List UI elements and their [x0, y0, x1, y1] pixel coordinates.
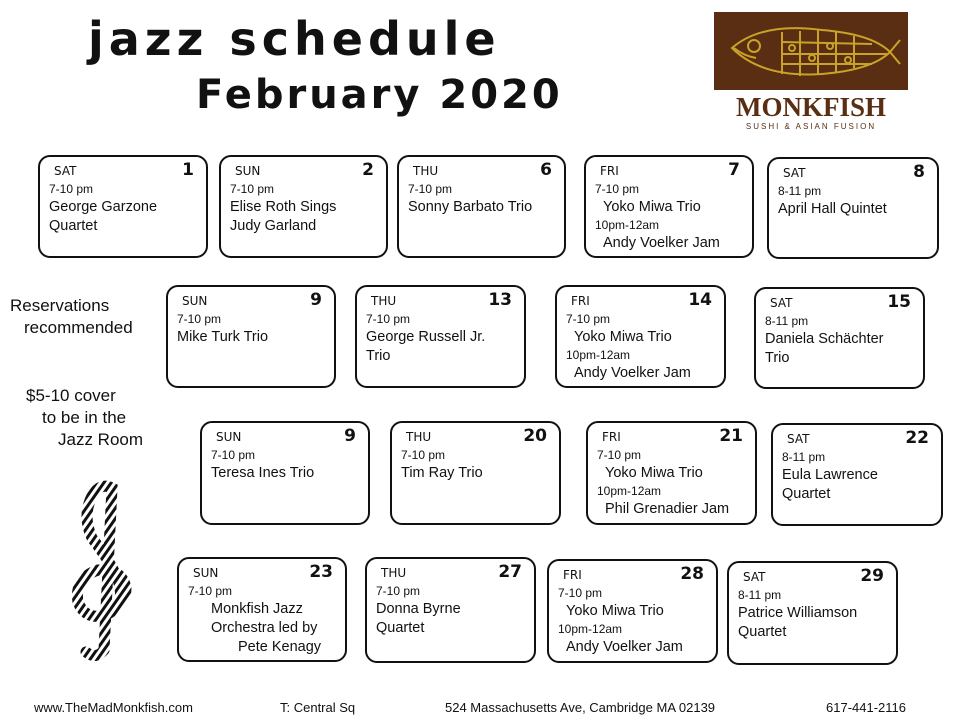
- event-card: [397, 155, 566, 258]
- event-artist: Yoko Miwa Trio: [603, 199, 701, 215]
- event-time: 7-10 pm: [177, 312, 222, 326]
- event-date: 29: [860, 566, 884, 586]
- event-card: [771, 423, 943, 526]
- event-time: 10pm-12am: [597, 484, 662, 498]
- event-date: 27: [498, 562, 522, 582]
- event-details: [230, 181, 380, 236]
- event-card: [166, 285, 336, 388]
- event-day: SAT: [54, 164, 77, 178]
- fish-logo-icon: [722, 18, 902, 86]
- event-time: 7-10 pm: [366, 312, 411, 326]
- event-artist: Quartet: [49, 218, 98, 234]
- event-date: 15: [887, 292, 911, 312]
- reservations-line: recommended: [24, 318, 133, 337]
- event-day: SUN: [235, 164, 261, 178]
- event-date: 22: [905, 428, 929, 448]
- event-card: [38, 155, 208, 258]
- logo-tagline: SUSHI & ASIAN FUSION: [745, 122, 877, 131]
- event-day: FRI: [571, 294, 590, 308]
- event-card: [584, 155, 754, 258]
- logo-name: MONKFISH: [735, 92, 886, 122]
- event-time: 8-11 pm: [782, 450, 826, 464]
- event-time: 7-10 pm: [376, 584, 421, 598]
- event-day: THU: [381, 566, 407, 580]
- event-details: [765, 313, 917, 368]
- event-time: 7-10 pm: [558, 586, 603, 600]
- event-details: [49, 181, 200, 236]
- cover-line: to be in the: [42, 408, 127, 427]
- event-card: [586, 421, 757, 525]
- event-artist: Yoko Miwa Trio: [574, 329, 672, 345]
- event-day: SUN: [182, 294, 208, 308]
- event-time: 7-10 pm: [401, 448, 446, 462]
- event-artist: Phil Grenadier Jam: [605, 501, 730, 517]
- cover-line: $5-10 cover: [26, 386, 116, 405]
- footer-transit: T: Central Sq: [280, 700, 356, 715]
- event-day: FRI: [600, 164, 619, 178]
- event-date: 14: [688, 290, 712, 310]
- event-time: 7-10 pm: [566, 312, 611, 326]
- event-details: [782, 449, 935, 504]
- event-details: [376, 583, 528, 638]
- event-details: [401, 447, 553, 483]
- cover-note: [26, 385, 143, 451]
- reservations-line: Reservations: [10, 296, 110, 315]
- event-day: SAT: [770, 296, 793, 310]
- footer-website[interactable]: www.TheMadMonkfish.com: [34, 700, 193, 715]
- event-artist: Eula Lawrence: [782, 467, 878, 483]
- event-details: [177, 311, 328, 347]
- event-artist: George Garzone: [49, 199, 158, 215]
- monkfish-logo: [714, 12, 908, 136]
- event-details: [597, 447, 749, 519]
- event-details: [595, 181, 746, 253]
- event-card: [219, 155, 388, 258]
- event-artist: Donna Byrne: [376, 601, 461, 617]
- event-day: THU: [413, 164, 439, 178]
- event-time: 8-11 pm: [738, 588, 782, 602]
- event-card: [727, 561, 898, 665]
- event-card: [200, 421, 370, 525]
- event-time: 10pm-12am: [595, 218, 660, 232]
- event-artist: Quartet: [738, 624, 787, 640]
- event-artist: Trio: [765, 350, 790, 366]
- event-artist: Trio: [366, 348, 391, 364]
- event-date: 1: [182, 160, 194, 180]
- event-card: [390, 421, 561, 525]
- cover-line: Jazz Room: [58, 430, 144, 449]
- event-card: [365, 557, 536, 663]
- event-date: 9: [344, 426, 356, 446]
- event-time: 7-10 pm: [188, 584, 233, 598]
- page-title: jazz schedule: [88, 12, 501, 66]
- event-time: 7-10 pm: [595, 182, 640, 196]
- event-artist: Andy Voelker Jam: [566, 639, 683, 655]
- event-details: [558, 585, 710, 657]
- event-artist: April Hall Quintet: [778, 201, 887, 217]
- event-date: 2: [362, 160, 374, 180]
- event-day: FRI: [563, 568, 582, 582]
- event-details: [408, 181, 558, 217]
- event-details: [738, 587, 890, 642]
- event-artist: Teresa Ines Trio: [211, 465, 315, 481]
- event-date: 13: [488, 290, 512, 310]
- event-day: THU: [406, 430, 432, 444]
- event-details: [778, 183, 931, 219]
- event-artist: Patrice Williamson: [738, 605, 858, 621]
- event-date: 21: [719, 426, 743, 446]
- event-artist: Yoko Miwa Trio: [605, 465, 703, 481]
- event-time: 7-10 pm: [49, 182, 94, 196]
- event-time: 10pm-12am: [558, 622, 623, 636]
- event-artist: Andy Voelker Jam: [574, 365, 691, 381]
- event-artist: Orchestra led by: [211, 620, 318, 636]
- event-details: [188, 583, 339, 657]
- event-artist: Sonny Barbato Trio: [408, 199, 533, 215]
- footer-address: 524 Massachusetts Ave, Cambridge MA 02139: [445, 700, 716, 715]
- page-subtitle: February 2020: [196, 72, 563, 118]
- event-artist: Andy Voelker Jam: [603, 235, 720, 251]
- event-date: 7: [728, 160, 740, 180]
- event-day: SUN: [193, 566, 219, 580]
- event-artist: Daniela Schächter: [765, 331, 884, 347]
- event-time: 7-10 pm: [408, 182, 453, 196]
- event-day: FRI: [602, 430, 621, 444]
- event-card: [767, 157, 939, 259]
- event-card: [555, 285, 726, 388]
- event-day: SAT: [743, 570, 766, 584]
- event-artist: Mike Turk Trio: [177, 329, 269, 345]
- event-time: 10pm-12am: [566, 348, 631, 362]
- treble-clef-icon: [60, 480, 150, 665]
- reservations-note: [10, 295, 133, 339]
- event-artist: Tim Ray Trio: [401, 465, 483, 481]
- event-card: [754, 287, 925, 389]
- event-day: SUN: [216, 430, 242, 444]
- event-date: 8: [913, 162, 925, 182]
- event-card: [547, 559, 718, 663]
- footer-phone: 617-441-2116: [826, 700, 906, 715]
- event-artist: Yoko Miwa Trio: [566, 603, 664, 619]
- event-details: [566, 311, 718, 383]
- event-date: 28: [680, 564, 704, 584]
- event-day: SAT: [787, 432, 810, 446]
- event-artist: George Russell Jr.: [366, 329, 486, 345]
- event-time: 7-10 pm: [211, 448, 256, 462]
- event-time: 8-11 pm: [765, 314, 809, 328]
- event-artist: Pete Kenagy: [238, 639, 322, 655]
- event-date: 6: [540, 160, 552, 180]
- event-artist: Judy Garland: [230, 218, 317, 234]
- event-artist: Elise Roth Sings: [230, 199, 337, 215]
- event-time: 8-11 pm: [778, 184, 822, 198]
- event-time: 7-10 pm: [597, 448, 642, 462]
- event-details: [211, 447, 362, 483]
- event-date: 23: [309, 562, 333, 582]
- event-time: 7-10 pm: [230, 182, 275, 196]
- event-date: 20: [523, 426, 547, 446]
- event-card: [177, 557, 347, 662]
- event-artist: Quartet: [782, 486, 831, 502]
- event-details: [366, 311, 518, 366]
- event-artist: Quartet: [376, 620, 425, 636]
- event-date: 9: [310, 290, 322, 310]
- event-artist: Monkfish Jazz: [211, 601, 303, 617]
- event-card: [355, 285, 526, 388]
- event-day: THU: [371, 294, 397, 308]
- event-day: SAT: [783, 166, 806, 180]
